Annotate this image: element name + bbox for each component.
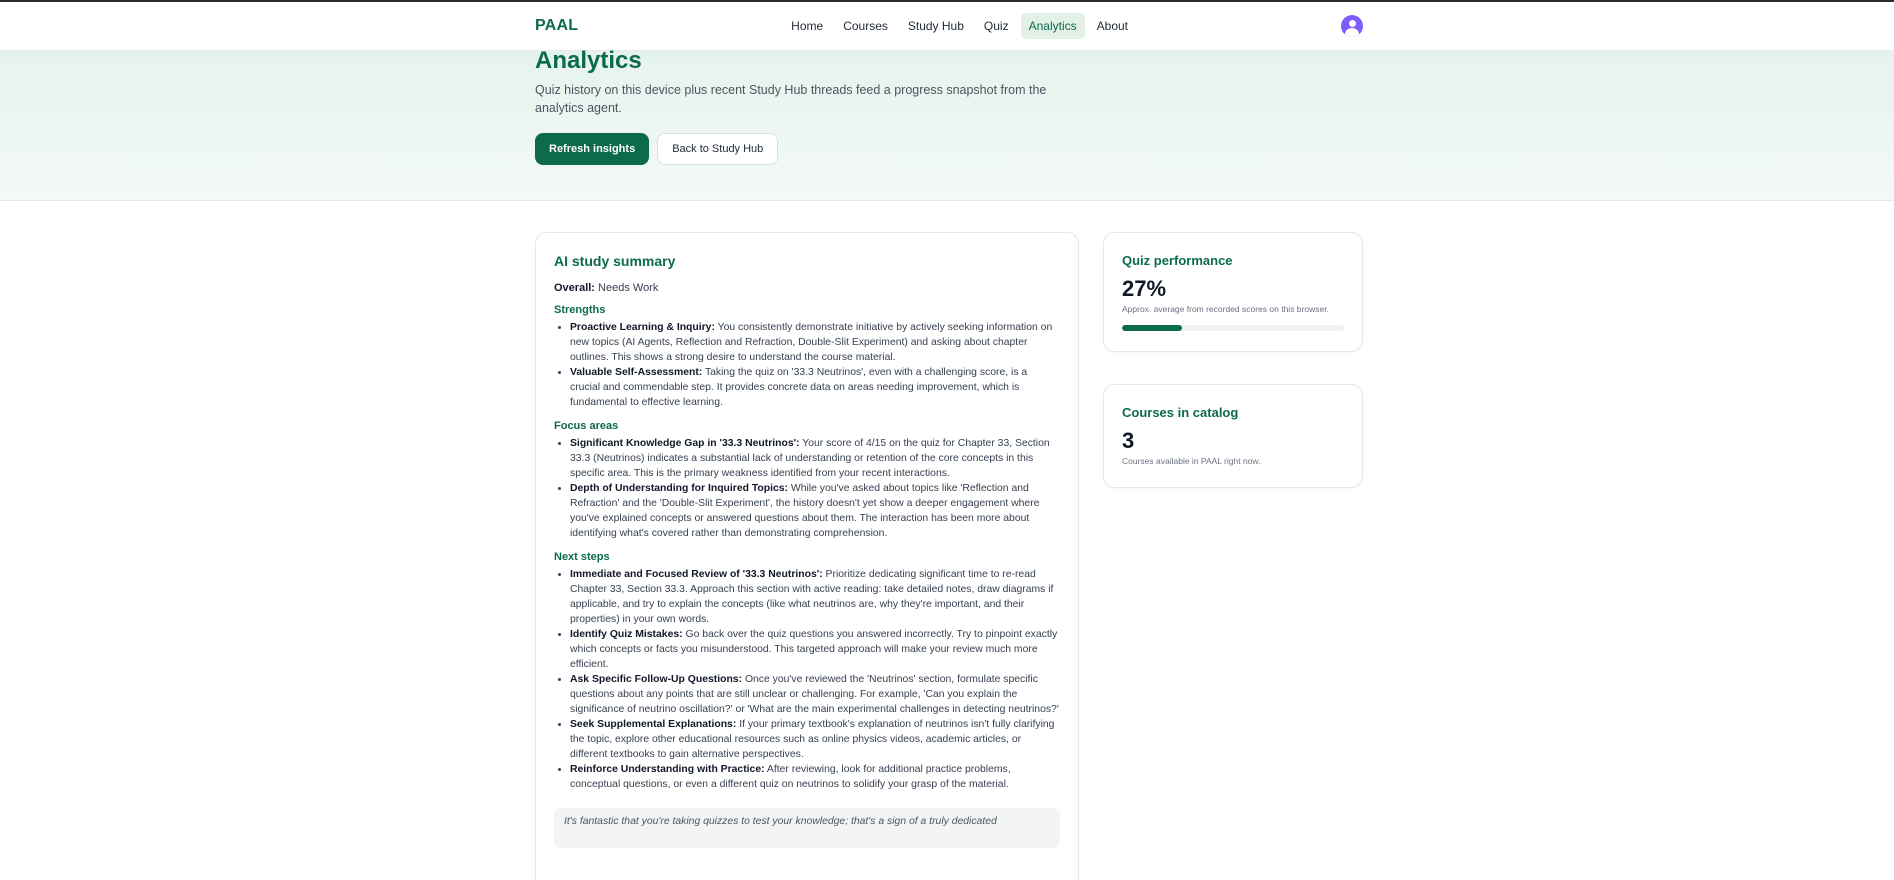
nav-quiz[interactable]: Quiz (983, 19, 1009, 33)
top-navigation-bar (0, 2, 1894, 51)
list-item (570, 762, 1060, 792)
item-title: Ask Specific Follow-Up Questions: (570, 674, 743, 685)
quiz-progress-fill (1122, 325, 1182, 331)
user-avatar-icon[interactable] (1341, 15, 1363, 37)
list-item (570, 436, 1060, 481)
item-text: Taking the quiz on '33.3 Neutrinos', even with a challenging score, is a crucial and commendable step. It provides concrete data on areas needing improvement, which is fundamental to effective learning. (570, 367, 1028, 408)
avatar-body (1345, 28, 1359, 37)
overall-label: Overall: (554, 282, 595, 294)
nav-about[interactable]: About (1096, 19, 1128, 33)
overall-value: Needs Work (598, 282, 659, 294)
courses-catalog-title: Courses in catalog (1122, 405, 1239, 420)
page-description: Quiz history on this device plus recent Study Hub threads feed a progress snapshot from the analytics agent. (535, 83, 1047, 115)
item-title: Identify Quiz Mistakes: (570, 629, 683, 640)
item-title: Reinforce Understanding with Practice: (570, 764, 765, 775)
item-title: Valuable Self-Assessment: (570, 367, 703, 378)
quiz-performance-value: 27% (1122, 276, 1167, 301)
refresh-insights-button[interactable]: Refresh insights (535, 133, 649, 165)
hero-actions (535, 133, 1075, 165)
courses-count: 3 (1122, 428, 1135, 453)
top-navigation-inner (535, 2, 1363, 50)
page-title: Analytics (535, 47, 642, 74)
focus-areas-list (554, 436, 1060, 541)
list-item (570, 320, 1060, 365)
quiz-performance-note: Approx. average from recorded scores on this browser. (1122, 304, 1329, 314)
item-title: Immediate and Focused Review of '33.3 Neutrinos': (570, 569, 823, 580)
item-text: While you've asked about topics like 'Reflection and Refraction' and the 'Double-Slit Experiment', the history doesn't yet show a deeper engagement where you've explained concepts or answered questions about them. The interaction has been more about identifying what's covered rather than demonstrating comprehension. (570, 483, 1040, 539)
nav-analytics[interactable]: Analytics (1021, 13, 1085, 39)
back-to-study-hub-button[interactable]: Back to Study Hub (657, 133, 778, 165)
item-text: After reviewing, look for additional practice problems, conceptual questions, or even a different quiz on neutrinos to solidify your grasp of the material. (570, 764, 1011, 790)
item-title: Significant Knowledge Gap in '33.3 Neutrinos': (570, 438, 800, 449)
brand-logo[interactable]: PAAL (535, 17, 579, 34)
nav-courses[interactable]: Courses (843, 19, 888, 33)
list-item (570, 365, 1060, 410)
item-title: Depth of Understanding for Inquired Topics: (570, 483, 788, 494)
main-nav (783, 13, 1136, 39)
list-item (570, 717, 1060, 762)
item-text: You consistently demonstrate initiative by actively seeking information on new topics (AI Agents, Reflection and Refraction, Double-Slit Experiment) and asking about chapter outlines. This shows a strong desire to understand the course material. (570, 322, 1053, 363)
item-text: Once you've reviewed the 'Neutrinos' section, formulate specific questions about any points that are still unclear or challenging. For example, 'Can you explain the significance of neutrino oscillation?' or 'What are the main experimental challenges in detecting neutrinos?' (570, 674, 1059, 715)
item-text: Prioritize dedicating significant time to re-read Chapter 33, Section 33.3. Approach this section with active reading: take detailed notes, draw diagrams if applicable, and try to explain the concepts (like what neutrinos are, why they're important, and their properties) in your own words. (570, 569, 1054, 625)
list-item (570, 627, 1060, 672)
list-item (570, 567, 1060, 627)
item-text: Go back over the quiz questions you answered incorrectly. Try to pinpoint exactly which concepts or facts you misunderstood. This targeted approach will make your review much more efficient. (570, 629, 1058, 670)
hero-section (0, 47, 1894, 201)
strengths-list (554, 320, 1060, 410)
summary-title: AI study summary (554, 253, 676, 269)
courses-note: Courses available in PAAL right now. (1122, 456, 1261, 466)
list-item (570, 481, 1060, 541)
item-text: If your primary textbook's explanation of neutrinos isn't fully clarifying the topic, explore other educational resources such as online physics videos, academic articles, or different textbooks to gain alternative perspectives. (570, 719, 1055, 760)
item-title: Proactive Learning & Inquiry: (570, 322, 715, 333)
next-steps-title: Next steps (554, 551, 610, 563)
quiz-performance-card (1103, 232, 1363, 352)
quiz-progress-bar (1122, 325, 1344, 331)
nav-home[interactable]: Home (791, 19, 824, 33)
item-text: Your score of 4/15 on the quiz for Chapter 33, Section 33.3 (Neutrinos) indicates a substantial lack of understanding or retention of the core concepts in this specific area. This is the primary weakness identified from your recent interactions. (570, 438, 1050, 479)
item-title: Seek Supplemental Explanations: (570, 719, 737, 730)
hero-inner (535, 47, 1075, 165)
courses-catalog-card (1103, 384, 1363, 488)
list-item (570, 672, 1060, 717)
ai-study-summary-card (535, 232, 1079, 880)
nav-study-hub[interactable]: Study Hub (907, 19, 964, 33)
overall-rating (554, 282, 1060, 294)
next-steps-list (554, 567, 1060, 792)
quiz-performance-title: Quiz performance (1122, 253, 1233, 268)
avatar-head (1349, 20, 1356, 27)
focus-areas-title: Focus areas (554, 420, 619, 432)
encouragement-quote: It's fantastic that you're taking quizzes to test your knowledge; that's a sign of a truly dedicated (554, 808, 1060, 848)
strengths-title: Strengths (554, 304, 606, 316)
